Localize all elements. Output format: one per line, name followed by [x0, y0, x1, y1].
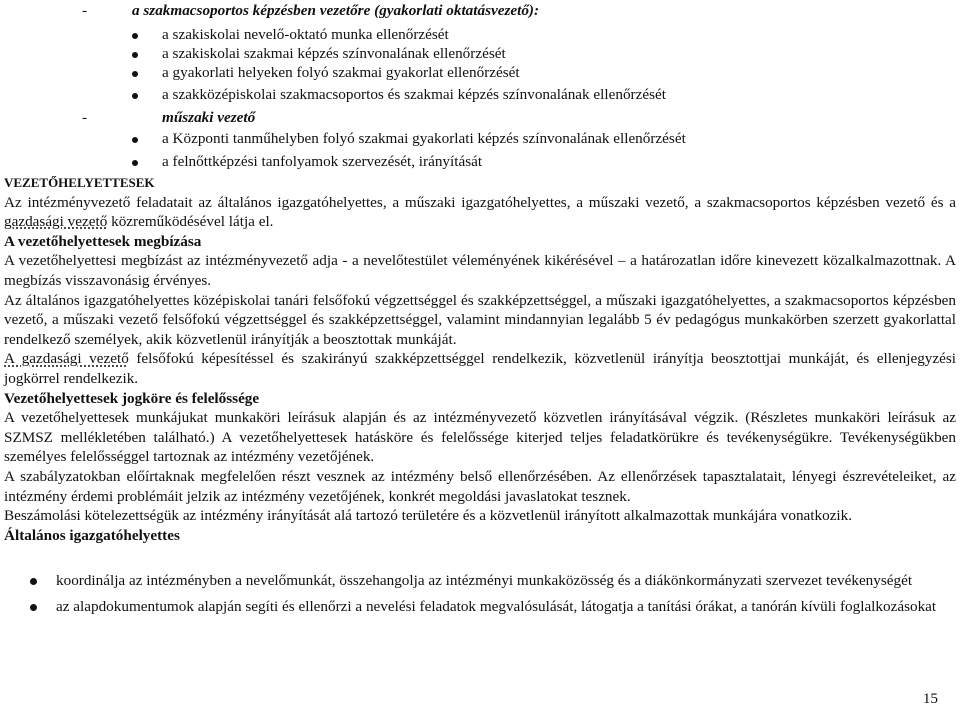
gazdasagi-vezeto-link[interactable]: gazdasági vezető	[4, 213, 108, 231]
paragraph-text: felsőfokú képesítéssel és szakirányú szakképzettséggel rendelkezik, közvetlenül irányítja beosztottjai munkáját, és ellenjegyzési jogkörrel rendelkezik.	[4, 350, 957, 387]
list-item: a szakiskolai nevelő-oktató munka ellenőrzését	[162, 26, 449, 43]
section-title-altalanos: Általános igazgatóhelyettes	[4, 526, 180, 544]
list-item: a gyakorlati helyeken folyó szakmai gyakorlat ellenőrzését	[162, 64, 520, 81]
list-item: a szakiskolai szakmai képzés színvonalának ellenőrzését	[162, 45, 506, 62]
bullet-icon	[30, 604, 37, 611]
bullet-icon	[132, 137, 138, 143]
paragraph	[4, 349, 956, 388]
page-number: 15	[922, 690, 938, 707]
section-title-jogkor: Vezetőhelyettesek jogköre és felelőssége	[4, 389, 260, 407]
bullet-icon	[132, 93, 138, 99]
dash-marker: -	[82, 109, 88, 126]
paragraph	[4, 193, 956, 232]
bullet-icon	[132, 52, 138, 58]
document-body	[4, 173, 956, 545]
list-item: a felnőttképzési tanfolyamok szervezését, irányítását	[162, 153, 483, 170]
section-heading-gyakorlati-oktatasvezeto: a szakmacsoportos képzésben vezetőre (gyakorlati oktatásvezető):	[132, 2, 540, 19]
bullet-list	[4, 571, 956, 616]
paragraph: Az általános igazgatóhelyettes középiskolai tanári felsőfokú végzettséggel és szakképzettséggel, a műszaki igazgatóhelyettes, a szakmacsoportos képzésben vezető, a műszaki vezető felsőfokú végzettséggel és szakképzettséggel, valamint mindannyian legalább 5 év pedagógus munkakörben szerzett gyakorlattal rendelkező személyek, akik közvetlenül irányítják a beosztottak munkáját.	[4, 291, 956, 348]
paragraph: A vezetőhelyettesek munkájukat munkaköri leírásuk alapján és az intézményvezető közvetlen irányításával végzik. (Részletes munkaköri leírásuk az SZMSZ mellékletében található.) A vezetőhelyettesek hatásköre és felelőssége kiterjed teljes feladatkörükre és tevékenységükre. Tevékenységükben személyes felelősséggel tartoznak az intézmény vezetőjének.	[4, 409, 956, 466]
list-item-text: az alapdokumentumok alapján segíti és ellenőrzi a nevelési feladatok megvalósulását, látogatja a tanítási órákat, a tanórán kívüli foglalkozásokat	[56, 597, 937, 615]
list-item	[4, 597, 956, 617]
bullet-icon	[132, 71, 138, 77]
paragraph: Beszámolási kötelezettségük az intézmény irányítását alá tartozó területére és a közvetlenül irányított alkalmazottak munkájára vonatkozik.	[4, 507, 853, 525]
section-title-vezetohelyettesek: VEZETŐHELYETTESEK	[4, 175, 155, 190]
bullet-icon	[132, 33, 138, 39]
paragraph: A vezetőhelyettesi megbízást az intézményvezető adja - a nevelőtestület véleményének kikérésével – a határozatlan időre kinevezett közalkalmazottnak. A megbízás visszavonásig érvényes.	[4, 252, 956, 289]
bullet-icon	[132, 160, 138, 166]
list-item: a szakközépiskolai szakmacsoportos és szakmai képzés színvonalának ellenőrzését	[162, 86, 666, 103]
paragraph: A szabályzatokban előírtaknak megfelelően részt vesznek az intézmény belső ellenőrzésében. Az ellenőrzések tapasztalatait, lényegi észrevételeiket, az intézmény érdemi problémáit jelzik az intézmény vezetőjének, konkrét megoldási javaslatokat tesznek.	[4, 467, 956, 505]
list-item: a Központi tanműhelyben folyó szakmai gyakorlati képzés színvonalának ellenőrzését	[162, 130, 686, 147]
list-item	[4, 571, 956, 591]
list-item-text: koordinálja az intézményben a nevelőmunkát, összehangolja az intézményi munkaközösség és a diákönkormányzati szervezet tevékenységét	[56, 572, 913, 589]
paragraph-text: Az intézményvezető feladatait az általános igazgatóhelyettes, a műszaki igazgatóhelyettes, a műszaki vezető, a szakmacsoportos képzésben vezető és a	[4, 193, 956, 211]
section-title-megbizas: A vezetőhelyettesek megbízása	[4, 232, 202, 250]
gazdasagi-vezeto-link[interactable]: A gazdasági vezető	[4, 350, 129, 368]
bullet-icon	[30, 578, 37, 585]
section-heading-muszaki-vezeto: műszaki vezető	[162, 109, 256, 126]
dash-marker: -	[82, 2, 88, 19]
paragraph-text: közreműködésével látja el.	[107, 213, 274, 231]
